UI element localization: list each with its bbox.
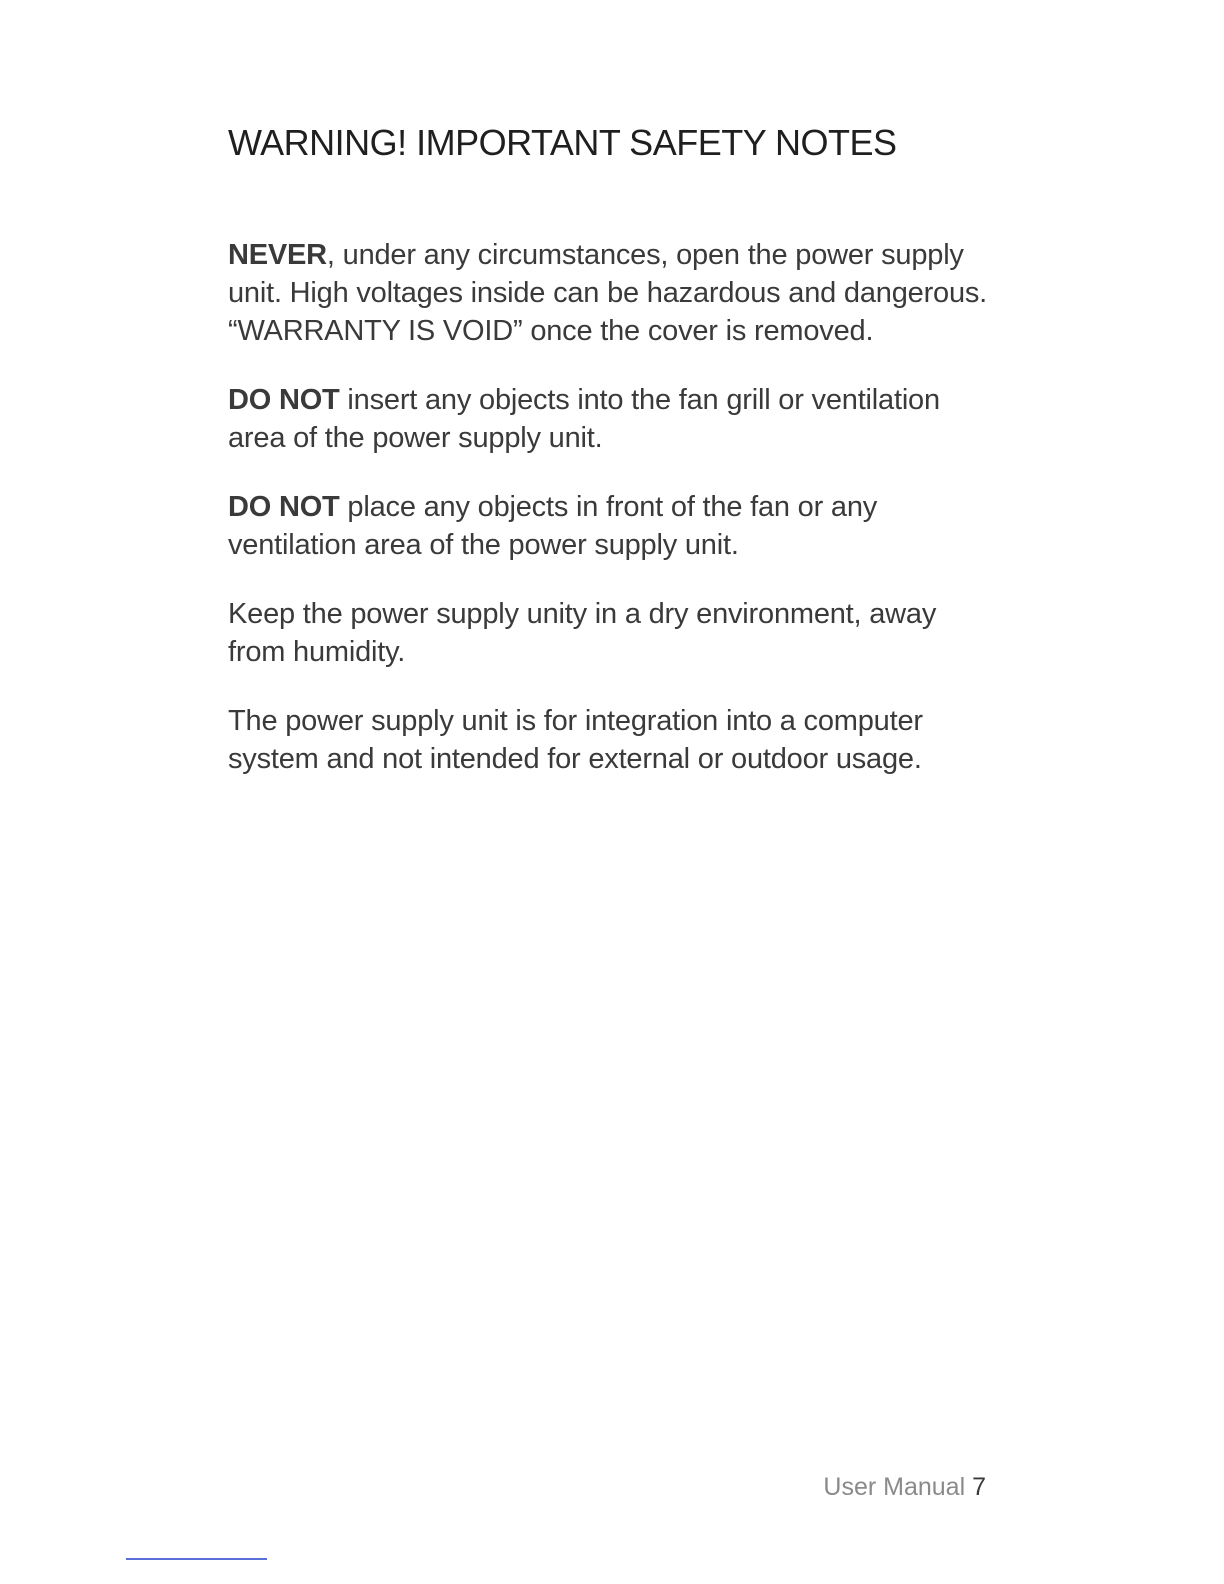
page-footer — [823, 1470, 986, 1504]
safety-notes — [228, 236, 988, 809]
page-number: 7 — [972, 1473, 986, 1501]
note-text: The power supply unit is for integration into a computer system and not intended for external or outdoor usage. — [228, 705, 923, 775]
note-do-not-insert — [228, 381, 988, 457]
note-do-not-place — [228, 488, 988, 564]
note-never — [228, 236, 988, 350]
note-integration — [228, 702, 988, 778]
note-text: place any objects in front of the fan or any ventilation area of the power supply unit. — [228, 491, 878, 561]
page-title: WARNING! IMPORTANT SAFETY NOTES — [228, 122, 897, 163]
note-emphasis: NEVER — [228, 239, 327, 271]
note-text: insert any objects into the fan grill or ventilation area of the power supply unit. — [228, 384, 940, 454]
page-edge-line — [126, 1558, 267, 1560]
footer-label: User Manual — [823, 1473, 966, 1501]
note-dry-environment — [228, 595, 988, 671]
note-emphasis: DO NOT — [228, 384, 340, 416]
note-emphasis: DO NOT — [228, 491, 340, 523]
note-text: Keep the power supply unity in a dry environment, away from humidity. — [228, 598, 937, 668]
note-text: , under any circumstances, open the power supply unit. High voltages inside can be hazardous and dangerous. “WARRANTY IS VOID” once the cover is removed. — [228, 239, 988, 347]
